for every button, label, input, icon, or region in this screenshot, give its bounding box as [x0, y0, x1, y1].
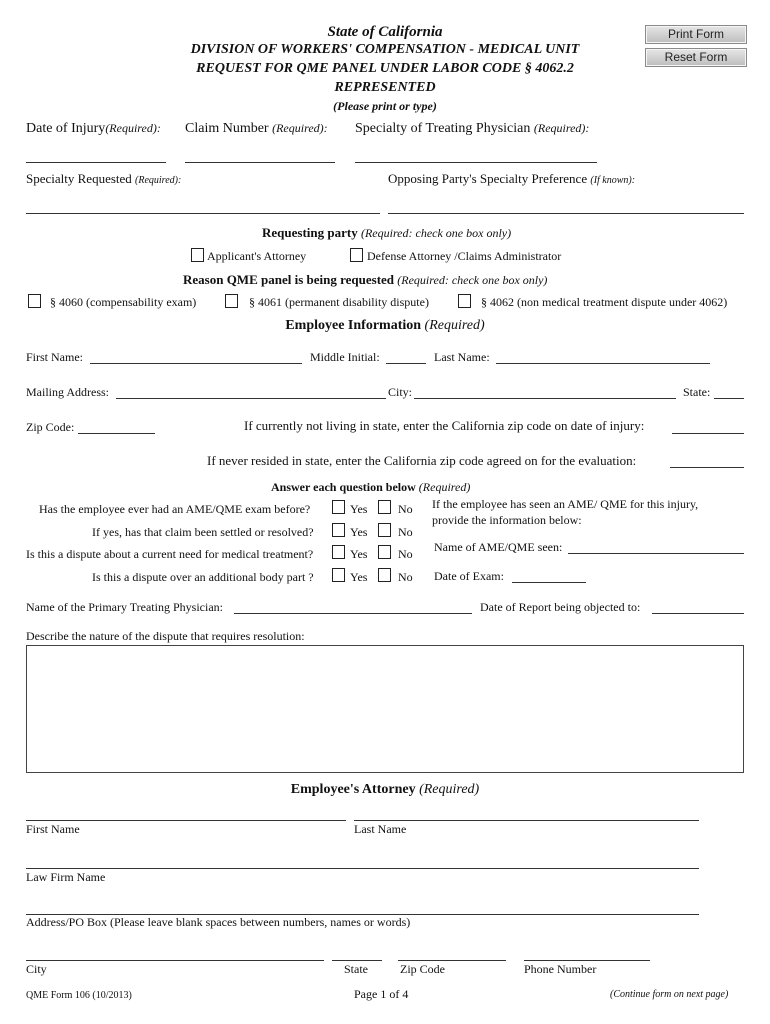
q2-no-label: No — [398, 525, 413, 539]
city-field[interactable] — [414, 398, 676, 399]
state-field[interactable] — [714, 398, 744, 399]
first-name-label: First Name: — [26, 350, 83, 364]
question-ame-before: Has the employee ever had an AME/QME exam before? — [39, 502, 311, 516]
applicant-attorney-label: Applicant's Attorney — [207, 249, 307, 263]
q1-no-checkbox[interactable] — [378, 500, 391, 514]
dispute-description-label: Describe the nature of the dispute that requires resolution: — [26, 629, 305, 643]
zip-code-label: Zip Code: — [26, 420, 75, 434]
requesting-party-title: Requesting party (Required: check one box only) — [262, 225, 512, 240]
zip-code-field[interactable] — [78, 433, 155, 434]
first-name-field[interactable] — [90, 363, 302, 364]
attorney-first-name-field[interactable] — [26, 820, 346, 821]
reason-4062-label: § 4062 (non medical treatment dispute under 4062) — [481, 295, 728, 309]
date-of-injury-field[interactable] — [26, 162, 166, 163]
attorney-title: Employee's Attorney (Required) — [290, 782, 480, 797]
state-label: State: — [683, 385, 711, 399]
q4-yes-label: Yes — [350, 570, 368, 584]
continue-note: (Continue form on next page) — [610, 989, 729, 1000]
q1-yes-checkbox[interactable] — [332, 500, 345, 514]
reason-4060-label: § 4060 (compensability exam) — [50, 295, 197, 309]
last-name-label: Last Name: — [434, 350, 490, 364]
q3-no-checkbox[interactable] — [378, 545, 391, 559]
defense-attorney-checkbox[interactable] — [350, 248, 363, 262]
attorney-address-label: Address/PO Box (Please leave blank spaces between numbers, names or words) — [26, 915, 411, 929]
reset-form-button[interactable]: Reset Form — [645, 48, 747, 67]
ame-side-note-1: If the employee has seen an AME/ QME for this injury, — [432, 497, 699, 511]
print-form-button[interactable]: Print Form — [645, 25, 747, 44]
attorney-zip-label: Zip Code — [400, 962, 445, 976]
zip-current-field[interactable] — [672, 433, 744, 434]
mailing-address-field[interactable] — [116, 398, 386, 399]
reason-4060-checkbox[interactable] — [28, 294, 41, 308]
q1-yes-label: Yes — [350, 502, 368, 516]
header-state: State of California — [327, 24, 443, 40]
header-represented: REPRESENTED — [334, 80, 436, 95]
city-label: City: — [388, 385, 413, 399]
ame-name-field[interactable] — [568, 553, 744, 554]
reason-4061-checkbox[interactable] — [225, 294, 238, 308]
exam-date-field[interactable] — [512, 582, 586, 583]
reason-4061-label: § 4061 (permanent disability dispute) — [249, 295, 429, 309]
q2-yes-label: Yes — [350, 525, 368, 539]
exam-date-label: Date of Exam: — [434, 569, 504, 583]
law-firm-field[interactable] — [26, 868, 699, 869]
claim-number-field[interactable] — [185, 162, 335, 163]
question-body-part: Is this a dispute over an additional body part ? — [92, 570, 314, 584]
report-date-label: Date of Report being objected to: — [480, 600, 641, 614]
header-print-note: (Please print or type) — [333, 99, 437, 113]
attorney-phone-label: Phone Number — [524, 962, 597, 976]
opposing-specialty-field[interactable] — [388, 213, 744, 214]
q4-yes-checkbox[interactable] — [332, 568, 345, 582]
attorney-zip-field[interactable] — [398, 960, 506, 961]
question-medical-treatment: Is this a dispute about a current need for medical treatment? — [26, 547, 314, 561]
reason-title: Reason QME panel is being requested (Required: check one box only) — [183, 272, 548, 287]
attorney-state-field[interactable] — [332, 960, 382, 961]
zip-note-current: If currently not living in state, enter the California zip code on date of injury: — [244, 418, 645, 433]
claim-number-label: Claim Number (Required): — [185, 121, 328, 136]
header-division: DIVISION OF WORKERS' COMPENSATION - MEDICAL UNIT — [190, 42, 580, 57]
last-name-field[interactable] — [496, 363, 710, 364]
attorney-last-name-field[interactable] — [354, 820, 699, 821]
q4-no-checkbox[interactable] — [378, 568, 391, 582]
q2-no-checkbox[interactable] — [378, 523, 391, 537]
ame-name-label: Name of AME/QME seen: — [434, 540, 563, 554]
mailing-address-label: Mailing Address: — [26, 385, 109, 399]
zip-note-never: If never resided in state, enter the California zip code agreed on for the evaluation: — [207, 453, 637, 468]
primary-physician-label: Name of the Primary Treating Physician: — [26, 600, 223, 614]
question-claim-settled: If yes, has that claim been settled or resolved? — [92, 525, 314, 539]
page-number: Page 1 of 4 — [354, 987, 409, 1001]
specialty-requested-label: Specialty Requested (Required): — [26, 171, 182, 186]
attorney-phone-field[interactable] — [524, 960, 650, 961]
defense-attorney-label: Defense Attorney /Claims Administrator — [367, 249, 562, 263]
applicant-attorney-checkbox[interactable] — [191, 248, 204, 262]
attorney-city-label: City — [26, 962, 47, 976]
attorney-last-name-label: Last Name — [354, 822, 407, 836]
date-of-injury-label: Date of Injury(Required): — [26, 121, 161, 136]
specialty-treating-field[interactable] — [355, 162, 597, 163]
report-date-field[interactable] — [652, 613, 744, 614]
primary-physician-field[interactable] — [234, 613, 472, 614]
attorney-first-name-label: First Name — [26, 822, 80, 836]
specialty-treating-label: Specialty of Treating Physician (Required): — [355, 121, 590, 136]
specialty-requested-field[interactable] — [26, 213, 380, 214]
q3-no-label: No — [398, 547, 413, 561]
q2-yes-checkbox[interactable] — [332, 523, 345, 537]
zip-never-field[interactable] — [670, 467, 744, 468]
attorney-state-label: State — [344, 962, 368, 976]
middle-initial-label: Middle Initial: — [310, 350, 380, 364]
attorney-city-field[interactable] — [26, 960, 324, 961]
form-number: QME Form 106 (10/2013) — [26, 990, 132, 1001]
dispute-description-textarea[interactable] — [26, 645, 744, 773]
q3-yes-checkbox[interactable] — [332, 545, 345, 559]
q3-yes-label: Yes — [350, 547, 368, 561]
reason-4062-checkbox[interactable] — [458, 294, 471, 308]
q4-no-label: No — [398, 570, 413, 584]
questions-title: Answer each question below (Required) — [271, 480, 471, 494]
law-firm-label: Law Firm Name — [26, 870, 106, 884]
opposing-specialty-label: Opposing Party's Specialty Preference (If known): — [388, 171, 636, 186]
header-request: REQUEST FOR QME PANEL UNDER LABOR CODE § 4062.2 — [196, 61, 574, 76]
ame-side-note-2: provide the information below: — [432, 513, 582, 527]
q1-no-label: No — [398, 502, 413, 516]
middle-initial-field[interactable] — [386, 363, 426, 364]
employee-info-title: Employee Information (Required) — [285, 318, 485, 333]
